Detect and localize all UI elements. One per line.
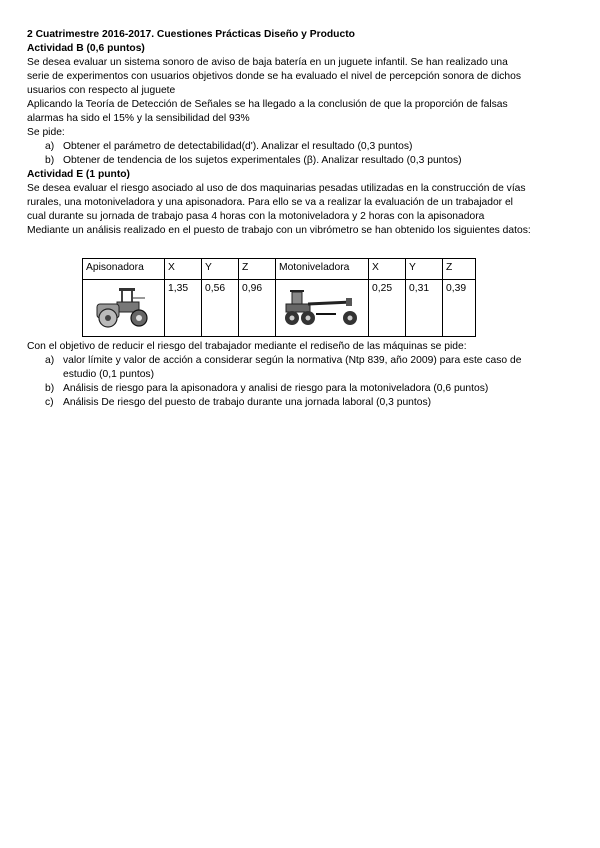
list-item	[27, 354, 575, 368]
list-marker: c)	[45, 397, 54, 408]
header-x: X	[165, 259, 202, 280]
apisonadora-image-cell	[83, 280, 165, 337]
actividad-e-text-line: Mediante un análisis realizado en el puesto de trabajo con un vibrómetro se han obtenido los siguientes datos:	[27, 225, 531, 236]
motor-grader-icon	[282, 284, 362, 328]
actividad-b-text-line: serie de experimentos con usuarios objetivos donde se ha evaluado el nivel de percepción sonora de dichos	[27, 71, 521, 82]
list-item	[27, 154, 575, 168]
actividad-b-heading: Actividad B (0,6 puntos)	[27, 43, 145, 54]
header-apisonadora: Apisonadora	[83, 259, 165, 280]
motoniveladora-y-value: 0,31	[406, 280, 443, 337]
table-row	[83, 280, 476, 337]
list-item-text: Análisis De riesgo del puesto de trabajo durante una jornada laboral (0,3 puntos)	[63, 397, 432, 408]
list-item-text: Obtener el parámetro de detectabilidad(d'). Analizar el resultado (0,3 puntos)	[63, 141, 413, 152]
actividad-e-text-line: Se desea evaluar el riesgo asociado al uso de dos maquinarias pesadas utilizadas en la construcción de vías	[27, 183, 526, 194]
header-z: Z	[443, 259, 476, 280]
list-marker: a)	[45, 355, 55, 366]
header-z: Z	[239, 259, 276, 280]
actividad-e-heading: Actividad E (1 punto)	[27, 169, 130, 180]
list-item-text: valor límite y valor de acción a considerar según la normativa (Ntp 839, año 2009) para este caso de	[63, 355, 522, 366]
header-motoniveladora: Motoniveladora	[276, 259, 369, 280]
page-title: 2 Cuatrimestre 2016-2017. Cuestiones Prácticas Diseño y Producto	[27, 29, 355, 40]
list-item	[27, 396, 575, 410]
actividad-e-intro: Con el objetivo de reducir el riesgo del trabajador mediante el rediseño de las máquinas se pide:	[27, 341, 467, 352]
actividad-e-text-line: rurales, una motoniveladora y una apisonadora. Para ello se va a realizar la evaluación de un trabajador el	[27, 197, 513, 208]
list-item-text: estudio (0,1 puntos)	[63, 369, 155, 380]
list-item-continuation	[27, 368, 575, 382]
road-roller-icon	[93, 284, 155, 328]
actividad-b-text-line: usuarios con respecto al juguete	[27, 85, 176, 96]
table-header-row	[83, 259, 476, 280]
document-page	[27, 28, 575, 410]
vibration-data-table	[82, 258, 476, 337]
motoniveladora-z-value: 0,39	[443, 280, 476, 337]
actividad-b-text-line: Se desea evaluar un sistema sonoro de aviso de baja batería en un juguete infantil. Se han realizado una	[27, 57, 508, 68]
list-item	[27, 382, 575, 396]
header-y: Y	[406, 259, 443, 280]
list-marker: b)	[45, 155, 55, 166]
list-marker: b)	[45, 383, 55, 394]
list-item-text: Análisis de riesgo para la apisonadora y analisi de riesgo para la motoniveladora (0,6 puntos)	[63, 383, 489, 394]
apisonadora-z-value: 0,96	[239, 280, 276, 337]
list-marker: a)	[45, 141, 55, 152]
motoniveladora-image-cell	[276, 280, 369, 337]
actividad-e-text-line: cual durante su jornada de trabajo pasa 4 horas con la motoniveladora y 2 horas con la apisonadora	[27, 211, 485, 222]
list-item	[27, 140, 575, 154]
list-item-text: Obtener de tendencia de los sujetos experimentales (β). Analizar resultado (0,3 puntos)	[63, 155, 462, 166]
header-x: X	[369, 259, 406, 280]
apisonadora-x-value: 1,35	[165, 280, 202, 337]
header-y: Y	[202, 259, 239, 280]
apisonadora-y-value: 0,56	[202, 280, 239, 337]
motoniveladora-x-value: 0,25	[369, 280, 406, 337]
se-pide-label: Se pide:	[27, 127, 65, 138]
actividad-b-text-line: Aplicando la Teoría de Detección de Señales se ha llegado a la conclusión de que la proporción de falsas	[27, 99, 508, 110]
actividad-b-text-line: alarmas ha sido el 15% y la sensibilidad del 93%	[27, 113, 250, 124]
